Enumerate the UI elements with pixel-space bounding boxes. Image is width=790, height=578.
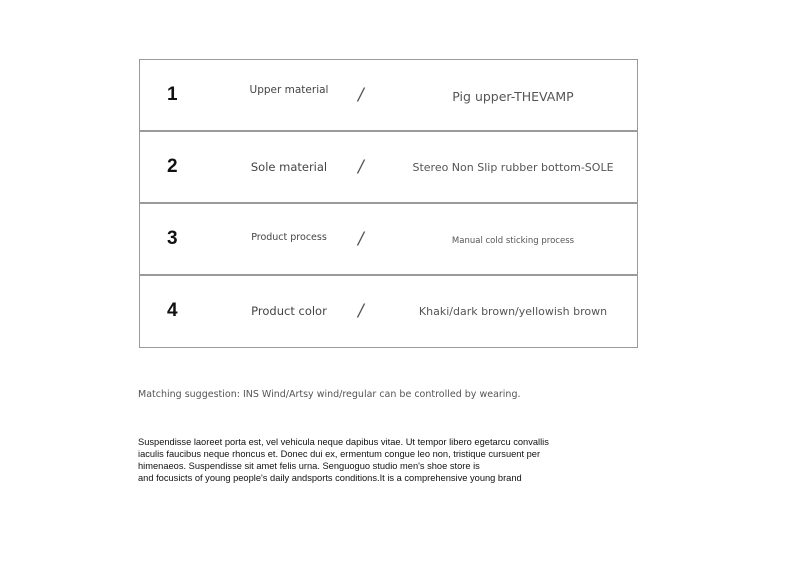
product-spec-table [139, 59, 638, 348]
row-value: Pig upper-THEVAMP [452, 89, 574, 104]
row-number: 1 [167, 84, 178, 105]
row-value: Stereo Non Slip rubber bottom-SOLE [412, 161, 614, 174]
row-label: Upper material [249, 84, 329, 96]
description-paragraph [138, 436, 598, 484]
row-label: Sole material [250, 160, 328, 174]
description-line: himenaeos. Suspendisse sit amet felis urna. Senguoguo studio men's shoe store is [138, 461, 480, 471]
spec-row-sole-material [140, 132, 637, 204]
row-number: 2 [167, 156, 178, 177]
spec-row-upper-material [140, 60, 637, 132]
row-separator: / [358, 157, 364, 177]
spec-row-product-process [140, 204, 637, 276]
row-separator: / [358, 301, 364, 321]
description-line: and focusicts of young people's daily andsports conditions.It is a comprehensive young brand [138, 473, 522, 483]
row-value: Manual cold sticking process [451, 236, 575, 246]
row-separator: / [358, 85, 364, 105]
row-label: Product process [251, 232, 327, 243]
matching-suggestion: Matching suggestion: INS Wind/Artsy wind/regular can be controlled by wearing. [138, 389, 521, 400]
description-line: Suspendisse laoreet porta est, vel vehicula neque dapibus vitae. Ut tempor libero egetarcu convallis [138, 437, 549, 447]
row-number: 3 [167, 228, 178, 249]
row-label: Product color [251, 304, 327, 318]
row-separator: / [358, 229, 364, 249]
spec-row-product-color [140, 276, 637, 347]
description-line: iaculis faucibus neque rhoncus et. Donec dui ex, ermentum congue leo non, tristique cursuent per [138, 449, 541, 459]
row-number: 4 [167, 300, 178, 321]
row-value: Khaki/dark brown/yellowish brown [418, 305, 608, 318]
